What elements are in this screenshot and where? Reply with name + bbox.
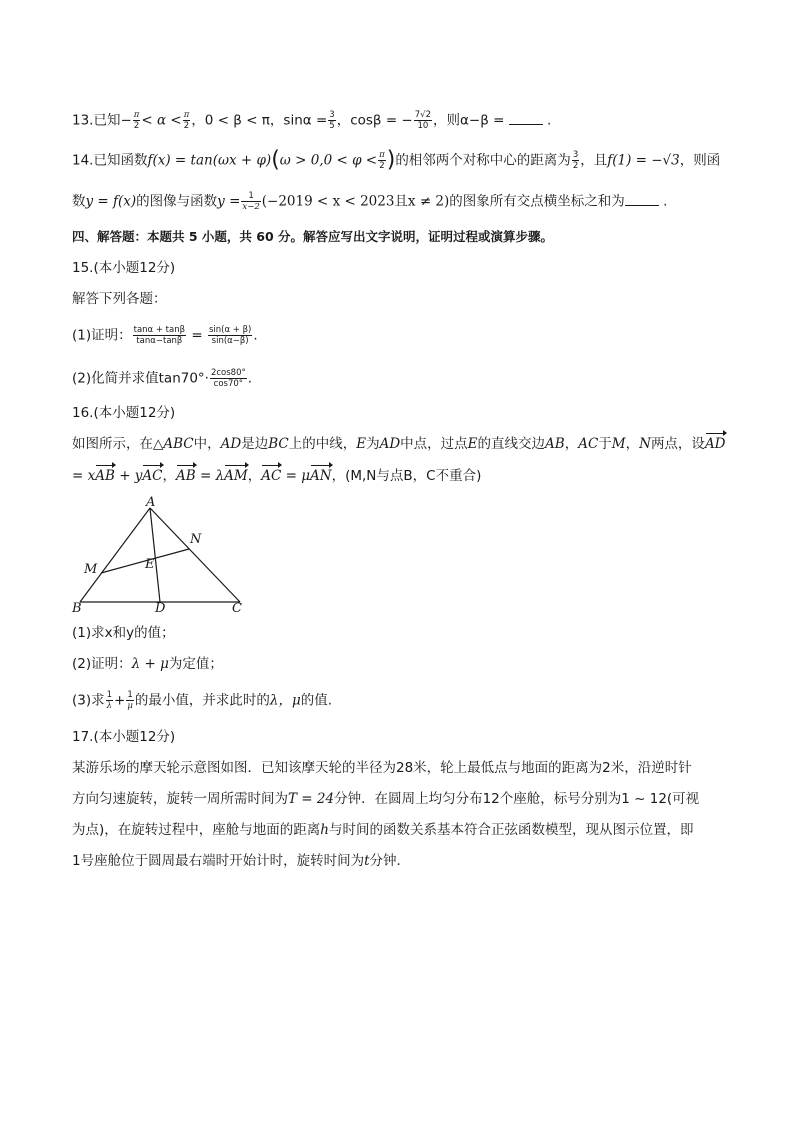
fraction-numerator: π [133,110,140,120]
fraction-numerator: 7√2 [414,110,431,120]
q14-line-1 [72,147,721,173]
segment-ab [80,508,150,602]
q16-text: 于 [598,436,612,452]
q16-point-n: N [639,436,651,452]
q16-point-e: E [356,436,367,452]
vector-am: AM [224,468,248,484]
q15-p1-label: (1)证明： [72,327,132,344]
q13-fraction-cos [414,110,432,131]
q15-p2-fraction [210,368,247,389]
fraction-denominator: 10 [417,121,429,131]
q14-paren-open: ( [271,147,280,173]
fraction-denominator: tanα−tanβ [136,336,183,346]
q14-f1: f(1) = −√3 [607,152,680,169]
vector-ac: AC [142,468,163,484]
q13-prefix: 13.已知 [72,112,121,129]
fraction-numerator: sin(α + β) [208,325,252,335]
fraction-denominator: μ [127,701,133,711]
q15-p2-label: (2)化简并求值tan70°· [72,370,209,387]
q16-text: 两点，设 [650,436,705,452]
q14-text-graph: 的图像与函数 [136,193,218,210]
q16-p3-plus: + [114,692,126,709]
q14-function: f(x) = tan(ωx + φ) [147,152,272,169]
q16-text: 如图所示，在△ [72,436,164,452]
q16-eq-mu: = μ [285,468,311,484]
q15-p1-equals: = [191,327,203,344]
q17-text: 分钟． [369,853,411,869]
section-4-heading: 四、解答题：本题共 5 小题，共 60 分。解答应写出文字说明，证明过程或演算步骤。 [72,229,554,244]
q14-fraction-1-x-2 [241,191,260,212]
q14-condition: ω > 0,0 < φ < [279,152,378,169]
q13-fraction-sin [328,110,335,131]
fraction-numerator: 2cos80° [210,368,246,378]
q14-prefix: 14.已知函数 [72,152,148,169]
q14-fraction-3-2 [572,150,579,171]
fraction-denominator: 2 [379,161,385,171]
q14-fraction-pi-2 [378,150,386,171]
q16-seg-ad: AD [379,436,401,452]
q13-beta-range: ，0 < β < π，sinα = [191,112,328,129]
q14-text-distance: 的相邻两个对称中心的距离为 [395,152,571,169]
q16-text: 为 [366,436,380,452]
q16-point-m: M [611,436,626,452]
q14-domain: (−2019 < x < 2023且x ≠ 2) [261,193,450,210]
q16-p3-vars: λ，μ [269,692,301,709]
q16-p3-text: 的最小值，并求此时的 [134,692,270,709]
q16-text: 是边 [241,436,269,452]
fraction-denominator: sin(α−β) [211,336,249,346]
q16-p2-text: 为定值； [168,656,223,672]
q16-text: 中， [193,436,221,452]
vector-ac: AC [261,468,282,484]
q16-condition: ，(M,N与点B，C不重合) [331,468,482,484]
triangle-figure [70,494,260,616]
segment-ac [150,508,240,602]
q16-line-1 [72,434,726,454]
q16-point-e: E [467,436,478,452]
q16-p2-label: (2)证明： [72,656,132,672]
q13-fraction-pi-2b [183,110,191,131]
vector-ad: AD [704,436,726,452]
q16-seg-ab: AB [545,436,565,452]
q16-seg-ad: AD [220,436,242,452]
q15-head: 15.(本小题12分) [72,260,176,276]
fraction-denominator: 5 [329,121,335,131]
label-b: B [72,601,82,616]
vector-ab: AB [176,468,196,484]
q16-text: 上的中线， [288,436,357,452]
q15-p1-left-fraction [133,325,186,346]
label-a: A [146,495,156,510]
q16-part-1: (1)求x和y的值； [72,625,175,641]
label-c: C [232,601,242,616]
q16-text: ， [564,436,579,452]
q14-answer-blank [625,193,659,206]
q17-head: 17.(本小题12分) [72,729,176,745]
vector-ab: AB [95,468,115,484]
q16-part-3 [72,690,332,711]
label-e: E [145,557,155,572]
q16-seg-bc: BC [268,436,289,452]
q17-line-4 [72,851,410,871]
q13-line [72,110,551,131]
q16-text: ， [625,436,640,452]
fraction-numerator: π [379,150,385,160]
fraction-denominator: x−2 [242,202,260,212]
q13-end: . [547,112,552,129]
q16-p3-fraction-1-lambda [106,690,113,711]
q15-p1-end: . [253,327,258,344]
fraction-numerator: π [183,110,190,120]
q16-p3-fraction-1-mu [126,690,134,711]
q16-p3-label: (3)求 [72,692,105,709]
q17-text: 1号座舱位于圆周最右端时开始计时，旋转时间为 [72,853,365,869]
fraction-denominator: λ [106,701,113,711]
vector-an: AN [310,468,332,484]
q15-part-1 [72,325,258,346]
q14-text-num: 数 [72,193,86,210]
q17-line-1: 某游乐场的摩天轮示意图如图．已知该摩天轮的半径为28米，轮上最低点与地面的距离为2米，沿逆时针 [72,760,692,776]
q16-eq-y: + y [119,468,143,484]
q17-var-t: t [364,853,370,869]
fraction-denominator: 2 [133,121,140,131]
q15-p1-right-fraction [208,325,252,346]
q15-p2-end: . [247,370,253,387]
fraction-numerator: 1 [106,690,113,700]
q14-line-2 [72,191,667,212]
q17-text: 为点)，在旋转过程中，座舱与地面的距离 [72,822,321,838]
label-n: N [190,532,202,547]
q14-y-eq: y = [217,193,241,210]
q16-p2-expr: λ + μ [131,656,169,672]
q15-intro: 解答下列各题： [72,291,167,307]
q17-text: 分钟．在圆周上均匀分布12个座舱，标号分别为1 ~ 12(可视 [334,791,700,807]
q14-text-sum: 的图象所有交点横坐标之和为 [449,193,625,210]
fraction-numerator: tanα + tanβ [133,325,186,335]
q17-period: T = 24 [288,791,335,807]
q13-minus: − [120,112,132,129]
fraction-denominator: 2 [183,121,190,131]
q17-line-3 [72,820,693,840]
label-d: D [155,601,166,616]
q14-text-and: ，且 [580,152,608,169]
q15-part-2 [72,368,252,389]
q17-line-2 [72,789,699,809]
q16-line-2 [72,466,481,486]
q13-cos-text: ，cosβ = − [336,112,413,129]
q16-p3-end: 的值. [300,692,333,709]
q14-paren-close: ) [386,147,396,173]
fraction-numerator: 3 [572,150,579,160]
q14-end: . [663,193,668,210]
q16-part-2 [72,654,223,674]
q17-var-h: h [320,822,329,838]
label-m: M [84,562,98,577]
q13-alpha-range: < α < [141,112,182,129]
q16-text: 的直线交边 [477,436,546,452]
q13-ask: ，则α−β = [432,112,505,129]
q13-fraction-pi-2 [133,110,141,131]
q16-seg-ac: AC [578,436,599,452]
fraction-denominator: 2 [572,161,579,171]
q17-text: 方向匀速旋转，旋转一周所需时间为 [72,791,288,807]
fraction-numerator: 1 [127,690,133,700]
q13-answer-blank [509,112,543,125]
q16-head: 16.(本小题12分) [72,405,176,421]
q16-text: ， [162,468,177,484]
q16-eq-x: = x [72,468,96,484]
q16-text: ， [247,468,262,484]
fraction-numerator: 3 [329,110,335,120]
fraction-numerator: 1 [241,191,260,202]
q14-text-then: ，则函 [679,152,721,169]
q16-eq-lambda: = λ [199,468,225,484]
q16-triangle-abc: ABC [163,436,194,452]
fraction-denominator: cos70° [213,379,244,389]
q16-text: 中点，过点 [400,436,468,452]
q14-y-fx: y = f(x) [85,193,137,210]
segment-ad [150,508,160,602]
q17-text: 与时间的函数关系基本符合正弦函数模型，现从图示位置，即 [328,822,694,838]
